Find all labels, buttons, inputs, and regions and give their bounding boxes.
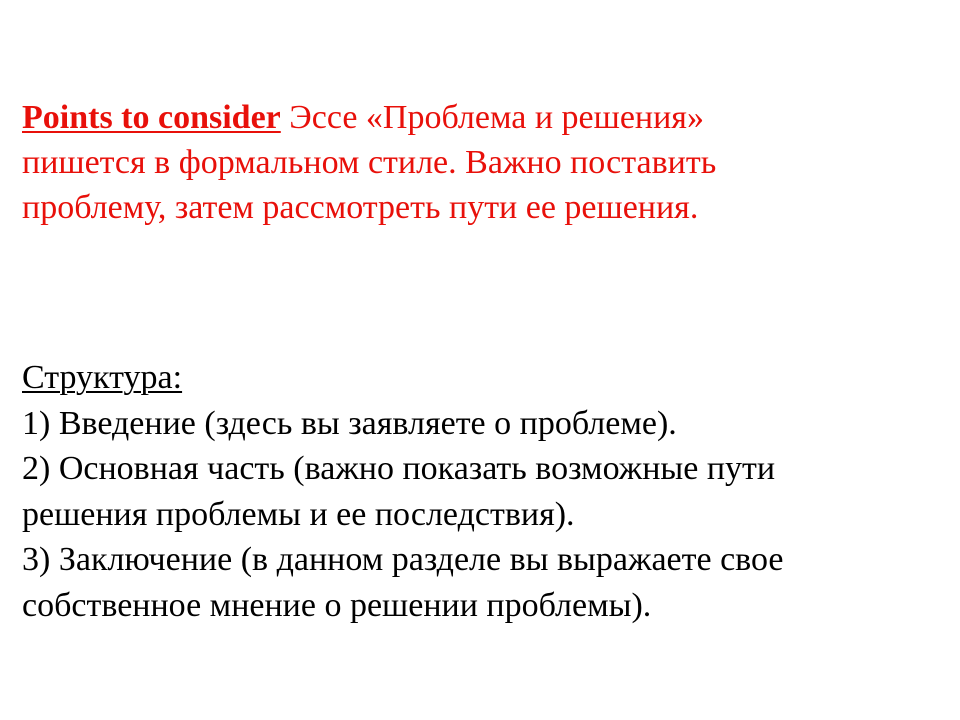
structure-title: Структура:	[22, 359, 183, 396]
structure-item-1-text: 1) Введение (здесь вы заявляете о проблеме).	[22, 404, 677, 442]
structure-item-2	[22, 446, 932, 537]
intro-line-3: проблему, затем рассмотреть пути ее решения.	[22, 189, 699, 226]
structure-title-line	[22, 355, 932, 401]
structure-item-2-line-1: 2) Основная часть (важно показать возможные пути	[22, 450, 776, 487]
structure-item-2-line-2: решения проблемы и ее последствия).	[22, 495, 575, 533]
intro-paragraph	[22, 95, 922, 230]
intro-line-2: пишется в формальном стиле. Важно поставить	[22, 144, 717, 181]
intro-line-1	[22, 95, 922, 140]
structure-item-3	[22, 537, 932, 628]
structure-item-3-line-2: собственное мнение о решении проблемы).	[22, 586, 652, 624]
intro-line-1-text: Эссе «Проблема и решения»	[280, 99, 704, 136]
intro-heading: Points to consider	[22, 99, 281, 136]
structure-item-1	[22, 401, 932, 447]
structure-section	[22, 355, 932, 628]
structure-item-3-line-1: 3) Заключение (в данном разделе вы выражаете свое	[22, 541, 784, 578]
